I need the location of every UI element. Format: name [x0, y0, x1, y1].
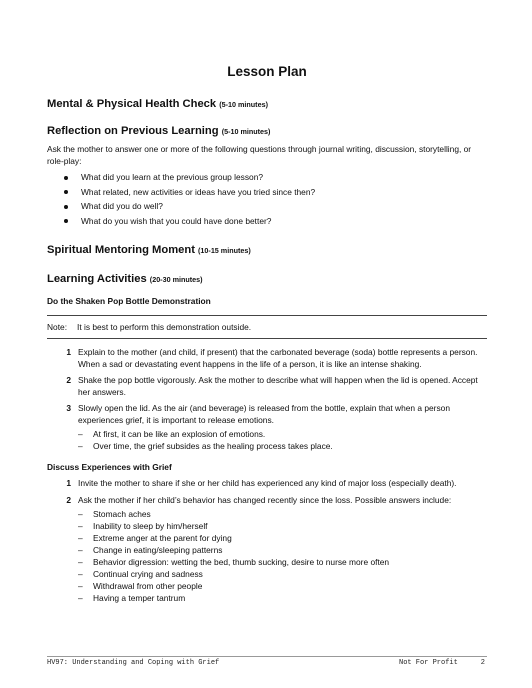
grief-heading: Discuss Experiences with Grief [47, 462, 172, 472]
reflection-title: Reflection on Previous Learning [47, 125, 219, 137]
dash-icon: – [78, 581, 83, 591]
learning-duration: (20-30 minutes) [149, 275, 203, 284]
list-item-text: What did you learn at the previous group lesson? [81, 172, 264, 182]
dash-icon: – [78, 441, 83, 451]
footer-divider [47, 656, 487, 657]
footer-course: HV97: Understanding and Coping with Grief [47, 659, 220, 667]
step-number: 2 [66, 375, 71, 385]
health-check-title: Mental & Physical Health Check [47, 98, 217, 110]
reflection-intro: Ask the mother to answer one or more of the following questions through journal writing, discussion, storytelling, or role-play: [47, 144, 472, 166]
spiritual-duration: (10-15 minutes) [198, 246, 251, 255]
footer-label: Not For Profit [399, 659, 458, 667]
answer-item: Continual crying and sadness [93, 569, 203, 579]
note-label: Note: [47, 322, 68, 332]
bullet-icon [64, 176, 68, 180]
dash-icon: – [78, 533, 83, 543]
sub-item: At first, it can be like an explosion of emotions. [93, 429, 266, 439]
dash-icon: – [78, 509, 83, 519]
step-number: 3 [66, 403, 71, 413]
spiritual-heading [47, 243, 251, 258]
spiritual-title: Spiritual Mentoring Moment [47, 244, 195, 256]
answer-item: Change in eating/sleeping patterns [93, 545, 223, 555]
note-text: It is best to perform this demonstration outside. [77, 322, 252, 332]
learning-title: Learning Activities [47, 273, 147, 285]
reflection-duration: (5-10 minutes) [221, 127, 271, 136]
dash-icon: – [78, 429, 83, 439]
list-item [47, 216, 315, 231]
step-text: Shake the pop bottle vigorously. Ask the mother to describe what will happen when the lid is opened. Accept her answers. [78, 375, 478, 397]
list-item [47, 187, 315, 202]
dash-icon: – [78, 569, 83, 579]
dash-icon: – [78, 557, 83, 567]
sub-item: Over time, the grief subsides as the healing process takes place. [93, 441, 333, 451]
step-text: Explain to the mother (and child, if present) that the carbonated beverage (soda) bottle represents a person. When a sad or devastating event happens in the life of a person, it is like an intense shaking. [78, 347, 478, 369]
answer-item: Stomach aches [93, 509, 151, 519]
answer-item: Extreme anger at the parent for dying [93, 533, 232, 543]
step-text: Slowly open the lid. As the air (and beverage) is released from the bottle, explain that when a person experiences grief, it is important to release emotions. [78, 403, 450, 425]
reflection-heading [47, 124, 270, 139]
health-check-duration: (5-10 minutes) [219, 100, 268, 109]
step-number: 1 [66, 478, 71, 488]
step-number: 1 [66, 347, 71, 357]
page-number: 2 [480, 659, 485, 667]
bullet-icon [64, 190, 68, 194]
divider [47, 338, 487, 339]
answer-item: Inability to sleep by him/herself [93, 521, 208, 531]
list-item-text: What do you wish that you could have done better? [81, 215, 272, 226]
step-text: Ask the mother if her child’s behavior has changed recently since the loss. Possible answers include: [78, 495, 452, 505]
list-item [47, 201, 315, 216]
learning-heading [47, 272, 203, 287]
list-item [47, 172, 315, 187]
demo-heading: Do the Shaken Pop Bottle Demonstration [47, 296, 211, 306]
step-number: 2 [66, 495, 71, 505]
health-check-heading [47, 97, 268, 112]
reflection-questions [47, 172, 315, 230]
step-text: Invite the mother to share if she or her child has experienced any kind of major loss (especially death). [78, 478, 457, 488]
bullet-icon [64, 219, 68, 223]
answer-item: Behavior digression: wetting the bed, thumb sucking, desire to nurse more often [93, 557, 390, 567]
dash-icon: – [78, 545, 83, 555]
list-item-text: What related, new activities or ideas have you tried since then? [81, 186, 316, 197]
dash-icon: – [78, 593, 83, 603]
bullet-icon [64, 205, 68, 209]
divider [47, 315, 487, 316]
answer-item: Having a temper tantrum [93, 593, 186, 603]
dash-icon: – [78, 521, 83, 531]
list-item-text: What did you do well? [81, 201, 163, 211]
answer-item: Withdrawal from other people [93, 581, 203, 591]
page-title: Lesson Plan [227, 64, 307, 79]
